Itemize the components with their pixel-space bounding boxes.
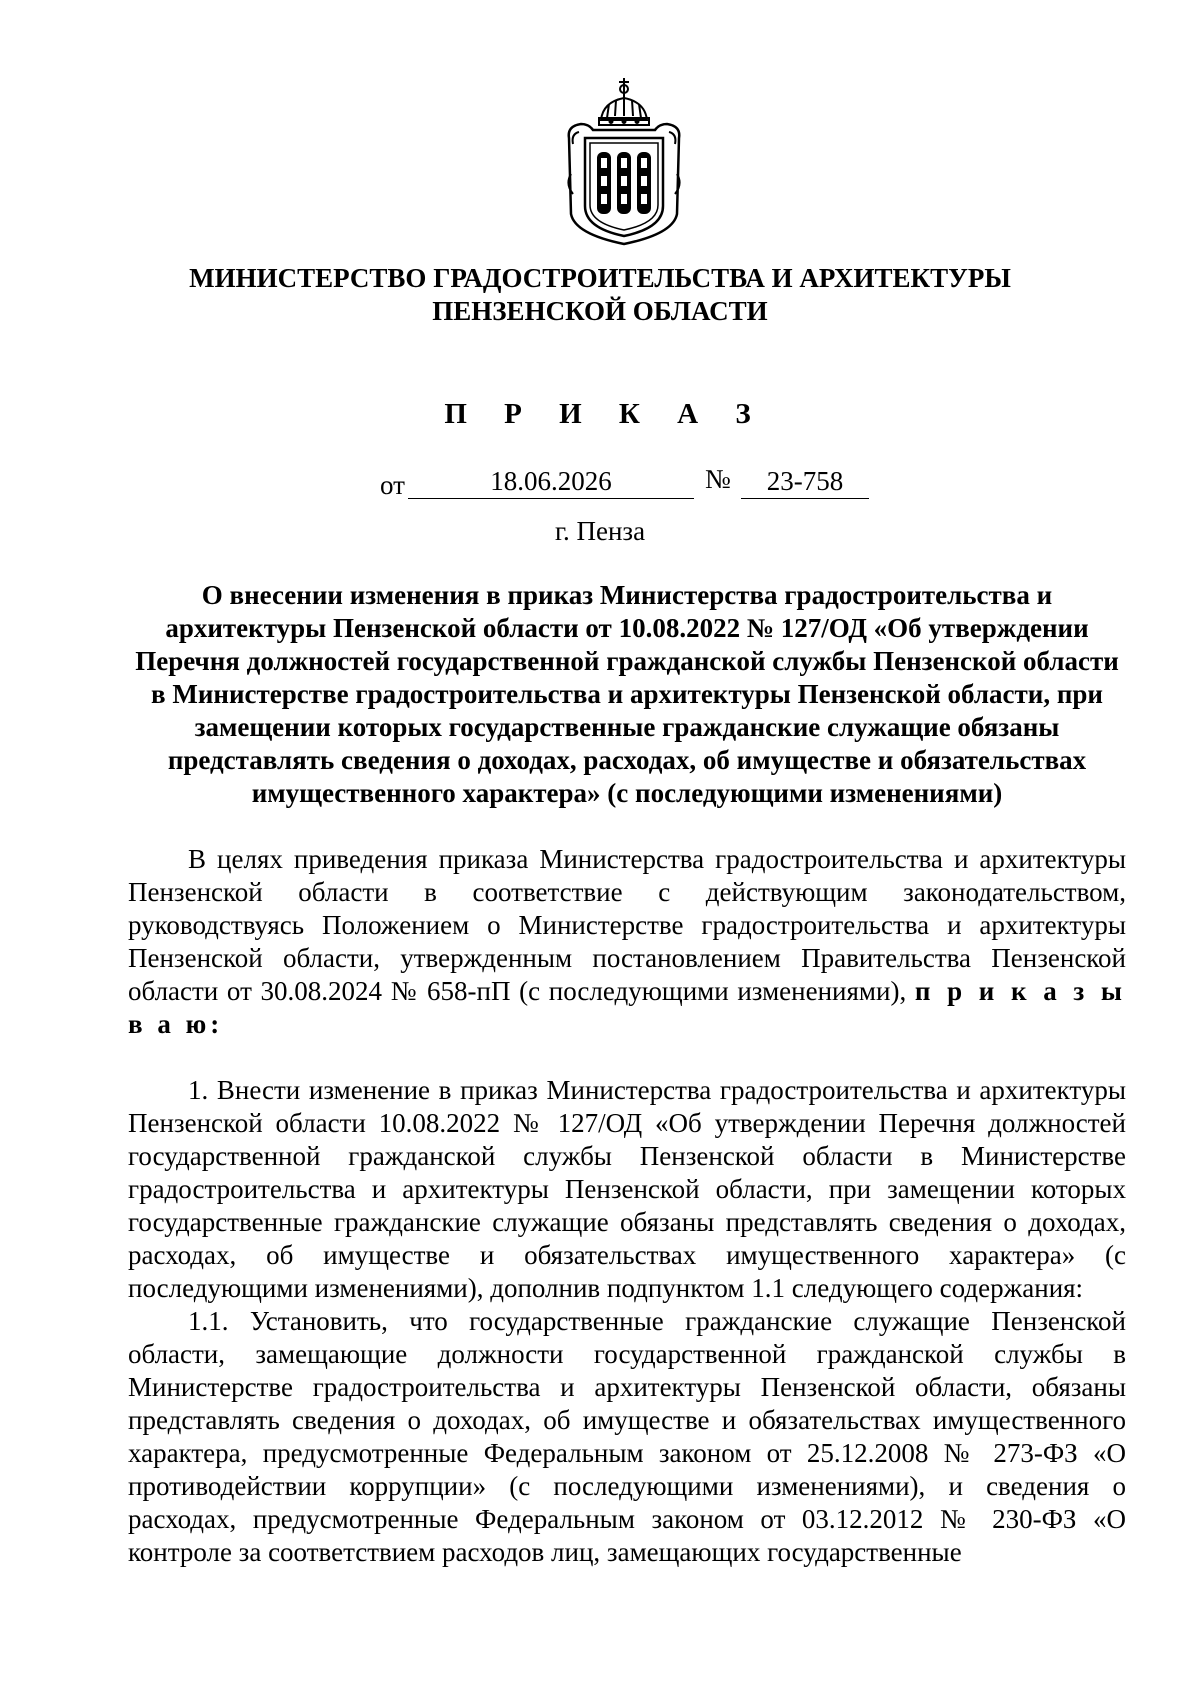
order-number: 23-758 xyxy=(741,464,869,499)
city: г. Пенза xyxy=(554,516,646,546)
number-label: № xyxy=(705,464,731,494)
preamble-text: В целях приведения приказа Министерства градостроительства и архитектуры Пензенской области в соответствие с действующим законодательством, руководствуясь Положением о Министерстве градостроительства и архитектуры Пензенской области, утвержденным постановлением Правительства Пензенской области от 30.08.2024 № 658-пП (с последующими изменениями), xyxy=(128,844,1126,1006)
item-1-1: 1.1. Установить, что государственные гражданские служащие Пензенской области, замещающие должности государственной гражданской службы в Министерстве градостроительства и архитектуры Пензенской области, обязаны представлять сведения о доходах, об имуществе и обязательствах имущественного характера, предусмотренные Федеральным законом от 25.12.2008 № 273-ФЗ «О противодействии коррупции» (с последующими изменениями), и сведения о расходах, предусмотренные Федеральным законом от 03.12.2012 № 230-ФЗ «О контроле за соответствием расходов лиц, замещающих государственные xyxy=(128,1306,1126,1567)
date-label: от xyxy=(380,470,405,500)
ministry-name-line1: МИНИСТЕРСТВО ГРАДОСТРОИТЕЛЬСТВА И АРХИТЕКТУРЫ xyxy=(189,263,1011,293)
ministry-name-line2: ПЕНЗЕНСКОЙ ОБЛАСТИ xyxy=(432,296,768,326)
document-body xyxy=(128,843,1126,1569)
document-type: П Р И К А З xyxy=(444,398,766,430)
ministry-name xyxy=(0,262,1200,328)
order-details xyxy=(0,464,1200,504)
document-title: О внесении изменения в приказ Министерства градостроительства и архитектуры Пензенской области от 10.08.2022 № 127/ОД «Об утверждении Перечня должностей государственной гражданской службы Пензенской области в Министерстве градостроительства и архитектуры Пензенской области, при замещении которых государственные гражданские служащие обязаны представлять сведения о доходах, расходах, об имуществе и обязательствах имущественного характера» (с последующими изменениями) xyxy=(135,580,1119,808)
coat-of-arms-emblem xyxy=(563,74,685,246)
order-date: 18.06.2026 xyxy=(408,464,694,499)
order-word: п р и к а з ы в а ю: xyxy=(128,976,1127,1039)
item-1: 1. Внести изменение в приказ Министерства градостроительства и архитектуры Пензенской области 10.08.2022 № 127/ОД «Об утверждении Перечня должностей государственной гражданской службы Пензенской области в Министерстве градостроительства и архитектуры Пензенской области, при замещении которых государственные гражданские служащие обязаны представлять сведения о доходах, расходах, об имуществе и обязательствах имущественного характера» (с последующими изменениями), дополнив подпунктом 1.1 следующего содержания: xyxy=(128,1075,1126,1303)
preamble-paragraph xyxy=(128,843,1126,1041)
